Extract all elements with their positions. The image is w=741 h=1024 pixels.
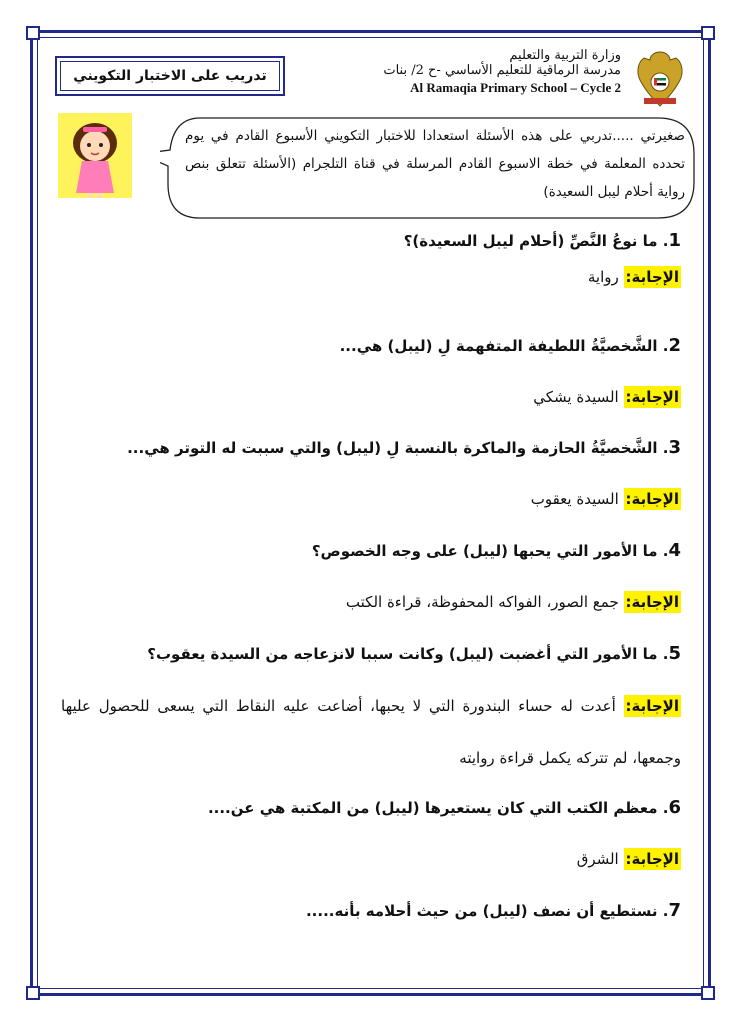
question-2: 2. الشَّخصيَّةُ اللطيفة المتفهمة لِ (ليبل) هي... <box>339 335 681 356</box>
corner-ornament <box>26 986 40 1000</box>
answer-4: الإجابة: جمع الصور، الفواكه المحفوظة، قراءة الكتب <box>345 593 679 611</box>
question-3: 3. الشَّخصيَّةُ الحازمة والماكرة بالنسبة لِ (ليبل) والتي سببت له التوتر هي... <box>127 437 681 458</box>
school-name-arabic: مدرسة الرماقية للتعليم الأساسي -ح 2/ بنات <box>383 63 621 78</box>
ministry-name: وزارة التربية والتعليم <box>509 48 621 63</box>
answer-6: الإجابة: الشرق <box>576 850 679 868</box>
answer-1: الإجابة: رواية <box>587 268 679 286</box>
answer-2: الإجابة: السيدة يشكي <box>533 388 679 406</box>
answer-label: الإجابة: <box>625 593 679 611</box>
question-1: 1. ما نوعُ النَّصِّ (أحلام ليبل السعيدة)؟ <box>403 230 681 251</box>
answer-label: الإجابة: <box>625 388 679 406</box>
corner-ornament <box>701 26 715 40</box>
answer-5: الإجابة: أعدت له حساء البندورة التي لا يحبها، أضاعت عليه النقاط التي يسعى للحصول عليها وجمعها، لم تتركه يكمل قراءة روايته <box>61 697 681 767</box>
answer-label: الإجابة: <box>625 850 679 868</box>
answer-label: الإجابة: <box>625 490 679 508</box>
worksheet-title: تدريب على الاختبار التكويني <box>60 61 280 91</box>
school-name-english: Al Ramaqia Primary School – Cycle 2 <box>410 80 621 95</box>
question-7: 7. نستطيع أن نصف (ليبل) من حيث أحلامه بأنه..... <box>305 900 681 921</box>
girl-cartoon-icon <box>58 113 132 198</box>
corner-ornament <box>701 986 715 1000</box>
question-4: 4. ما الأمور التي يحبها (ليبل) على وجه الخصوص؟ <box>311 540 681 561</box>
question-5: 5. ما الأمور التي أغضبت (ليبل) وكانت سببا لانزعاجه من السيدة يعقوب؟ <box>147 643 681 664</box>
answer-3: الإجابة: السيدة يعقوب <box>530 490 679 508</box>
corner-ornament <box>26 26 40 40</box>
answer-label: الإجابة: <box>625 697 679 715</box>
question-6: 6. معظم الكتب التي كان يستعيرها (ليبل) من المكتبة هي عن.... <box>207 797 681 818</box>
answer-label: الإجابة: <box>625 268 679 286</box>
school-header <box>361 48 621 96</box>
uae-emblem-icon <box>634 48 686 110</box>
bubble-instructions: صغيرتي .....تدربي على هذه الأسئلة استعدادا للاختبار التكويني الأسبوع القادم في يوم تحدده المعلمة في خطة الاسبوع القادم المرسلة في قناة التلجرام (الأسئلة تتعلق بنص رواية أحلام ليبل السعيدة) <box>185 128 685 200</box>
worksheet-title-box <box>55 56 285 96</box>
